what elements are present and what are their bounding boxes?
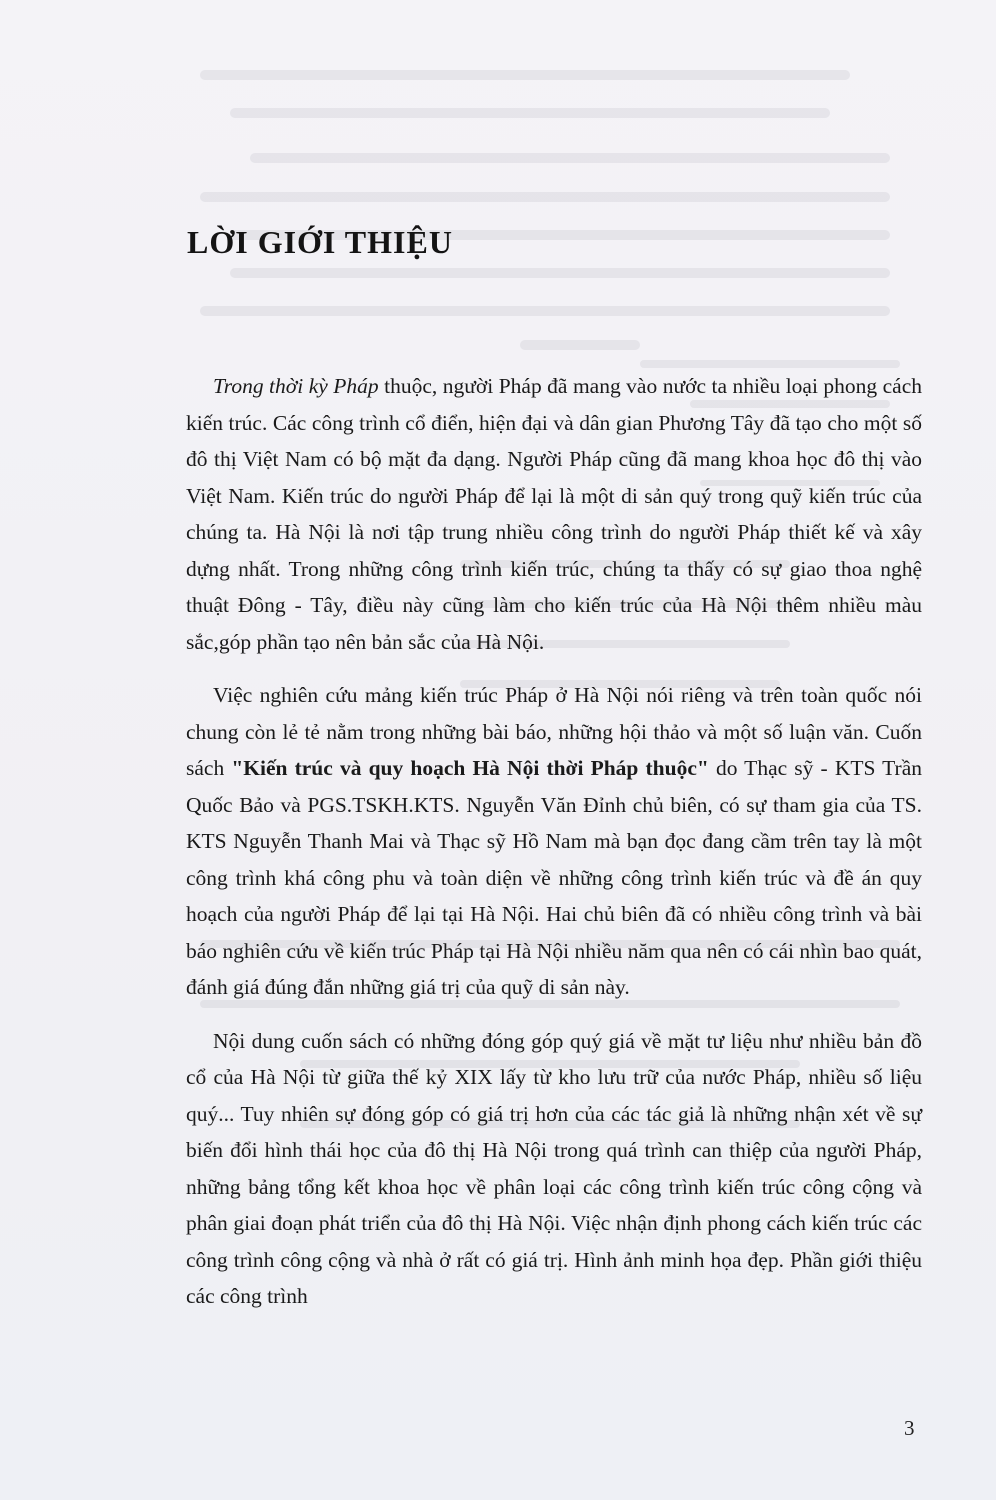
paragraph-3 xyxy=(186,1023,922,1315)
paragraph-2-text-a: Việc nghiên cứu mảng kiến trúc Pháp ở Hà Nội nói riêng và trên toàn quốc nói chung còn lẻ tẻ nằm trong những bài báo, những hội thảo và một số luận văn. Cuốn sách xyxy=(186,683,922,780)
page-number: 3 xyxy=(904,1416,915,1440)
paragraph-1-text: thuộc, người Pháp đã mang vào nước ta nhiều loại phong cách kiến trúc. Các công trình cổ điển, hiện đại và dân gian Phương Tây đã tạo cho một số đô thị Việt Nam có bộ mặt đa dạng. Người Pháp cũng đã mang khoa học đô thị vào Việt Nam. Kiến trúc do người Pháp để lại là một di sản quý trong quỹ kiến trúc của chúng ta. Hà Nội là nơi tập trung nhiều công trình do người Pháp thiết kế và xây dựng nhất. Trong những công trình kiến trúc, chúng ta thấy có sự giao thoa nghệ thuật Đông - Tây, điều này cũng làm cho kiến trúc của Hà Nội thêm nhiều màu sắc,góp phần tạo nên bản sắc của Hà Nội. xyxy=(186,374,923,654)
book-title: "Kiến trúc và quy hoạch Hà Nội thời Pháp thuộc" xyxy=(231,756,709,780)
body-text xyxy=(186,368,923,1332)
paragraph-3-text: Nội dung cuốn sách có những đóng góp quý giá về mặt tư liệu như nhiều bản đồ cổ của Hà Nội từ giữa thế kỷ XIX lấy từ kho lưu trữ của nước Pháp, nhiều số liệu quý... Tuy nhiên sự đóng góp có giá trị hơn của các tác giả là những nhận xét về sự biến đổi hình thái học của đô thị Hà Nội trong quá trình can thiệp của người Pháp, những bảng tổng kết khoa học về phân loại các công trình kiến trúc công cộng và phân giai đoạn phát triển của đô thị Hà Nội. Việc nhận định phong cách kiến trúc các công trình công cộng và nhà ở rất có giá trị. Hình ảnh minh họa đẹp. Phần giới thiệu các công trình xyxy=(186,1028,922,1308)
paragraph-2 xyxy=(186,677,922,1006)
page-heading: LỜI GIỚI THIỆU xyxy=(187,224,453,260)
paragraph-2-text-b: do Thạc sỹ - KTS Trần Quốc Bảo và PGS.TSKH.KTS. Nguyễn Văn Đỉnh chủ biên, có sự tham gia của TS. KTS Nguyễn Thanh Mai và Thạc sỹ Hồ Nam mà bạn đọc đang cầm trên tay là một công trình khá công phu và toàn diện về những công trình kiến trúc và đề án quy hoạch của người Pháp để lại tại Hà Nội. Hai chủ biên đã có nhiều công trình và bài báo nghiên cứu về kiến trúc Pháp tại Hà Nội nhiều năm qua nên có cái nhìn bao quát, đánh giá đúng đắn những giá trị của quỹ di sản này. xyxy=(186,756,923,999)
paragraph-1-italic: Trong thời kỳ Pháp xyxy=(213,374,379,398)
paragraph-1 xyxy=(186,368,922,660)
